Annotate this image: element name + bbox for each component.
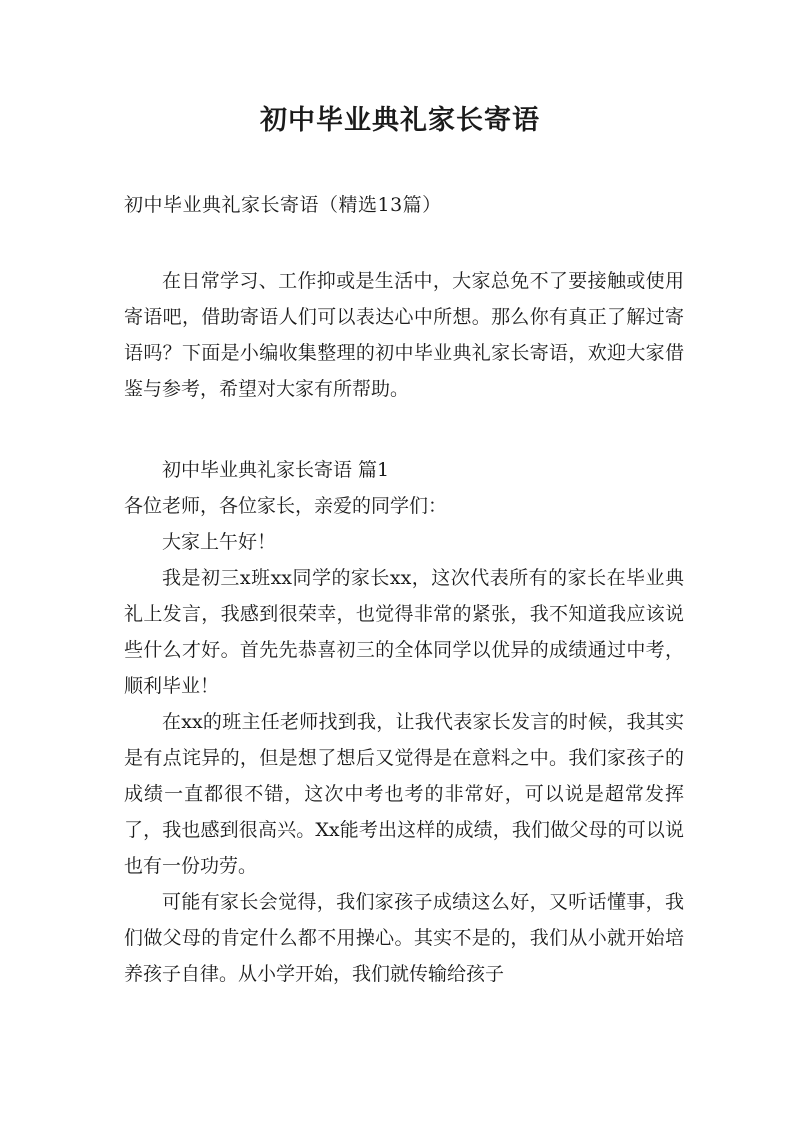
intro-paragraph: 在日常学习、工作抑或是生活中，大家总免不了要接触或使用寄语吧，借助寄语人们可以表达心中所想。那么你有真正了解过寄语吗？下面是小编收集整理的初中毕业典礼家长寄语，欢迎大家借鉴与参考，希望对大家有所帮助。 bbox=[124, 270, 684, 400]
body-paragraph: 在xx的班主任老师找到我，让我代表家长发言的时候，我其实是有点诧异的，但是想了想后又觉得是在意料之中。我们家孩子的成绩一直都很不错，这次中考也考的非常好，可以说是超常发挥了，我也感到很高兴。Xx能考出这样的成绩，我们做父母的可以说也有一份功劳。 bbox=[124, 711, 684, 877]
body-paragraph: 我是初三x班xx同学的家长xx，这次代表所有的家长在毕业典礼上发言，我感到很荣幸，也觉得非常的紧张，我不知道我应该说些什么才好。首先先恭喜初三的全体同学以优异的成绩通过中考，顺利毕业！ bbox=[124, 567, 684, 697]
salutation: 各位老师，各位家长，亲爱的同学们： bbox=[124, 495, 448, 517]
document-title: 初中毕业典礼家长寄语 bbox=[260, 105, 540, 136]
section-heading: 初中毕业典礼家长寄语 篇1 bbox=[162, 459, 390, 481]
greeting: 大家上午好！ bbox=[162, 531, 277, 553]
document-subtitle: 初中毕业典礼家长寄语（精选13篇） bbox=[124, 194, 442, 216]
body-paragraph: 可能有家长会觉得，我们家孩子成绩这么好，又听话懂事，我们做父母的肯定什么都不用操心。其实不是的，我们从小就开始培养孩子自律。从小学开始，我们就传输给孩子 bbox=[124, 891, 684, 985]
article-body bbox=[124, 452, 684, 992]
